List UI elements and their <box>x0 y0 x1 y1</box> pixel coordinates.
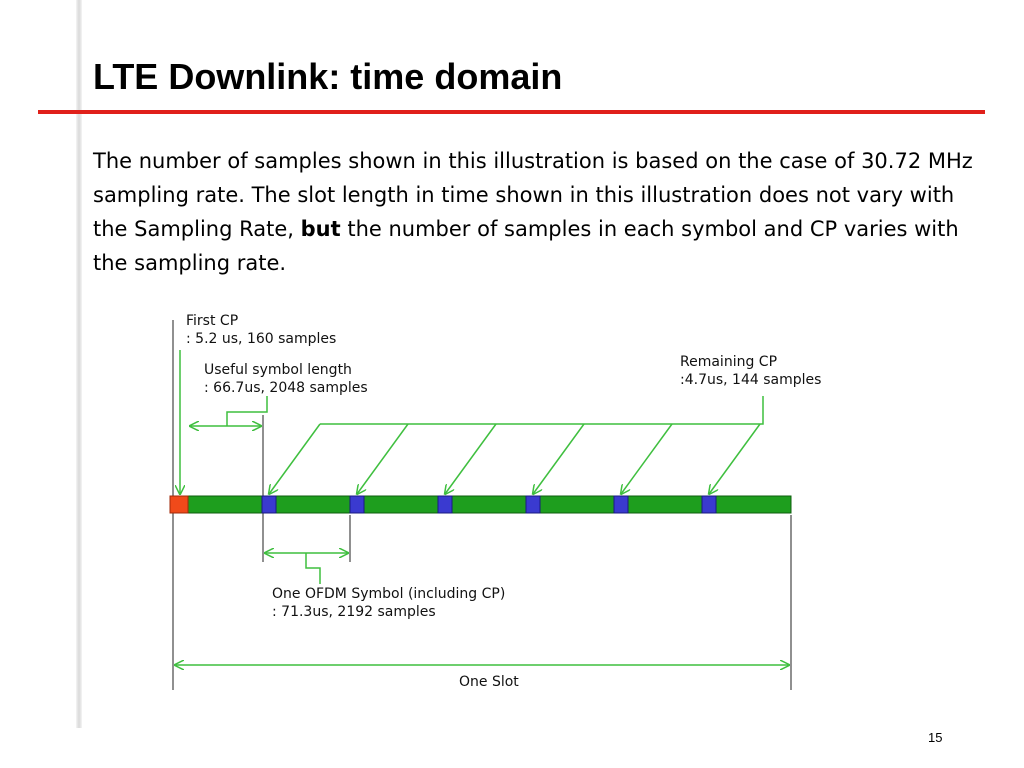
first-cp-segment <box>170 496 188 513</box>
slot-label: One Slot <box>459 674 519 690</box>
body-text-bold: but <box>300 217 341 241</box>
first-cp-value: : 5.2 us, 160 samples <box>186 331 337 347</box>
remaining-cp-segment <box>438 496 452 513</box>
remaining-cp-arrow <box>445 424 496 494</box>
useful-symbol-leader <box>227 396 267 426</box>
remaining-cp-label: Remaining CP <box>680 354 778 370</box>
body-text-part1: The number of samples shown in this illustration is based on the case of 30.72 MHz sampling rate. The slot length in time shown in this illustration does not vary with the Sampling Rate, <box>93 149 973 241</box>
remaining-cp-segment <box>262 496 276 513</box>
remaining-cp-segment <box>702 496 716 513</box>
remaining-cp-arrow <box>709 424 760 494</box>
ofdm-symbol-value: : 71.3us, 2192 samples <box>272 604 436 620</box>
remaining-cp-arrow <box>357 424 408 494</box>
remaining-cp-value: :4.7us, 144 samples <box>680 372 822 388</box>
remaining-cp-segment <box>614 496 628 513</box>
slot-bar <box>170 496 791 513</box>
first-cp-label: First CP <box>186 313 239 329</box>
ofdm-symbol-label: One OFDM Symbol (including CP) <box>272 586 506 602</box>
remaining-cp-segment <box>350 496 364 513</box>
remaining-cp-arrows <box>269 396 763 494</box>
ofdm-symbol-leader <box>306 553 320 584</box>
remaining-cp-arrow <box>533 424 584 494</box>
remaining-cp-segment <box>526 496 540 513</box>
slide-title: LTE Downlink: time domain <box>93 56 563 97</box>
useful-symbol-value: : 66.7us, 2048 samples <box>204 380 368 396</box>
useful-symbol-label: Useful symbol length <box>204 362 352 378</box>
remaining-cp-leader <box>320 396 763 424</box>
page-number: 15 <box>928 730 943 745</box>
body-text-part2: the number of samples in each symbol and CP varies with the sampling rate. <box>93 217 959 275</box>
remaining-cp-arrow <box>621 424 672 494</box>
remaining-cp-arrow <box>269 424 320 494</box>
